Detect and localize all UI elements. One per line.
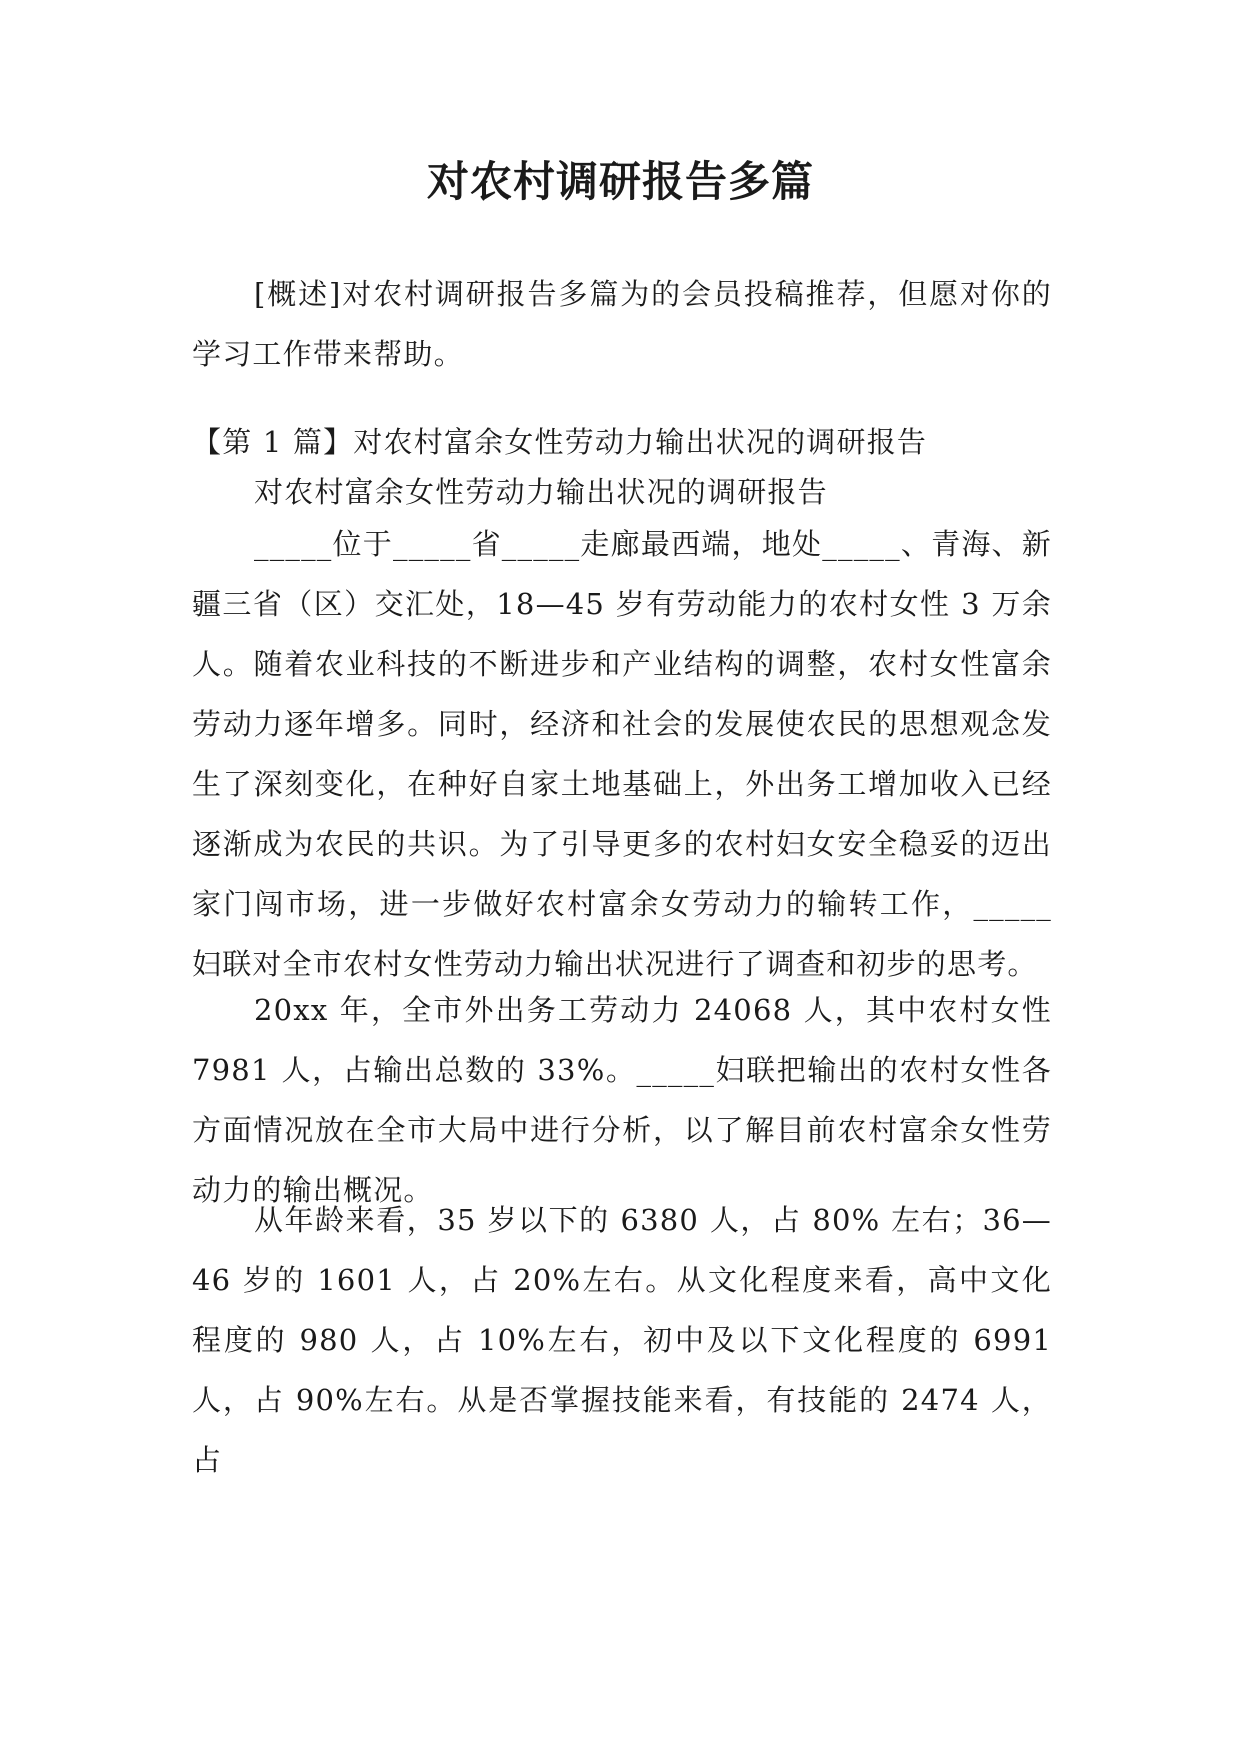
section-subtitle: 对农村富余女性劳动力输出状况的调研报告 (254, 475, 828, 509)
summary-paragraph: [概述]对农村调研报告多篇为的会员投稿推荐，但愿对你的学习工作带来帮助。 (192, 277, 1052, 371)
section-heading: 【第 1 篇】对农村富余女性劳动力输出状况的调研报告 (192, 425, 928, 459)
document-title: 对农村调研报告多篇 (426, 157, 814, 206)
body-paragraph-2: 20xx 年，全市外出务工劳动力 24068 人，其中农村女性 7981 人，占输出总数的 33%。_____妇联把输出的农村女性各方面情况放在全市大局中进行分析，以了解目前农村富余女性劳动力的输出概况。 (192, 993, 1052, 1207)
body-paragraph-1: _____位于_____省_____走廊最西端，地处_____、青海、新疆三省（区）交汇处，18—45 岁有劳动能力的农村女性 3 万余人。随着农业科技的不断进步和产业结构的调整，农村女性富余劳动力逐年增多。同时，经济和社会的发展使农民的思想观念发生了深刻变化，在种好自家土地基础上，外出务工增加收入已经逐渐成为农民的共识。为了引导更多的农村妇女安全稳妥的迈出家门闯市场，进一步做好农村富余女劳动力的输转工作，_____妇联对全市农村女性劳动力输出状况进行了调查和初步的思考。 (192, 527, 1052, 981)
body-paragraph-3: 从年龄来看，35 岁以下的 6380 人，占 80% 左右；36—46 岁的 1601 人，占 20%左右。从文化程度来看，高中文化程度的 980 人，占 10%左右，初中及以下文化程度的 6991 人，占 90%左右。从是否掌握技能来看，有技能的 2474 人，占 (192, 1203, 1052, 1477)
